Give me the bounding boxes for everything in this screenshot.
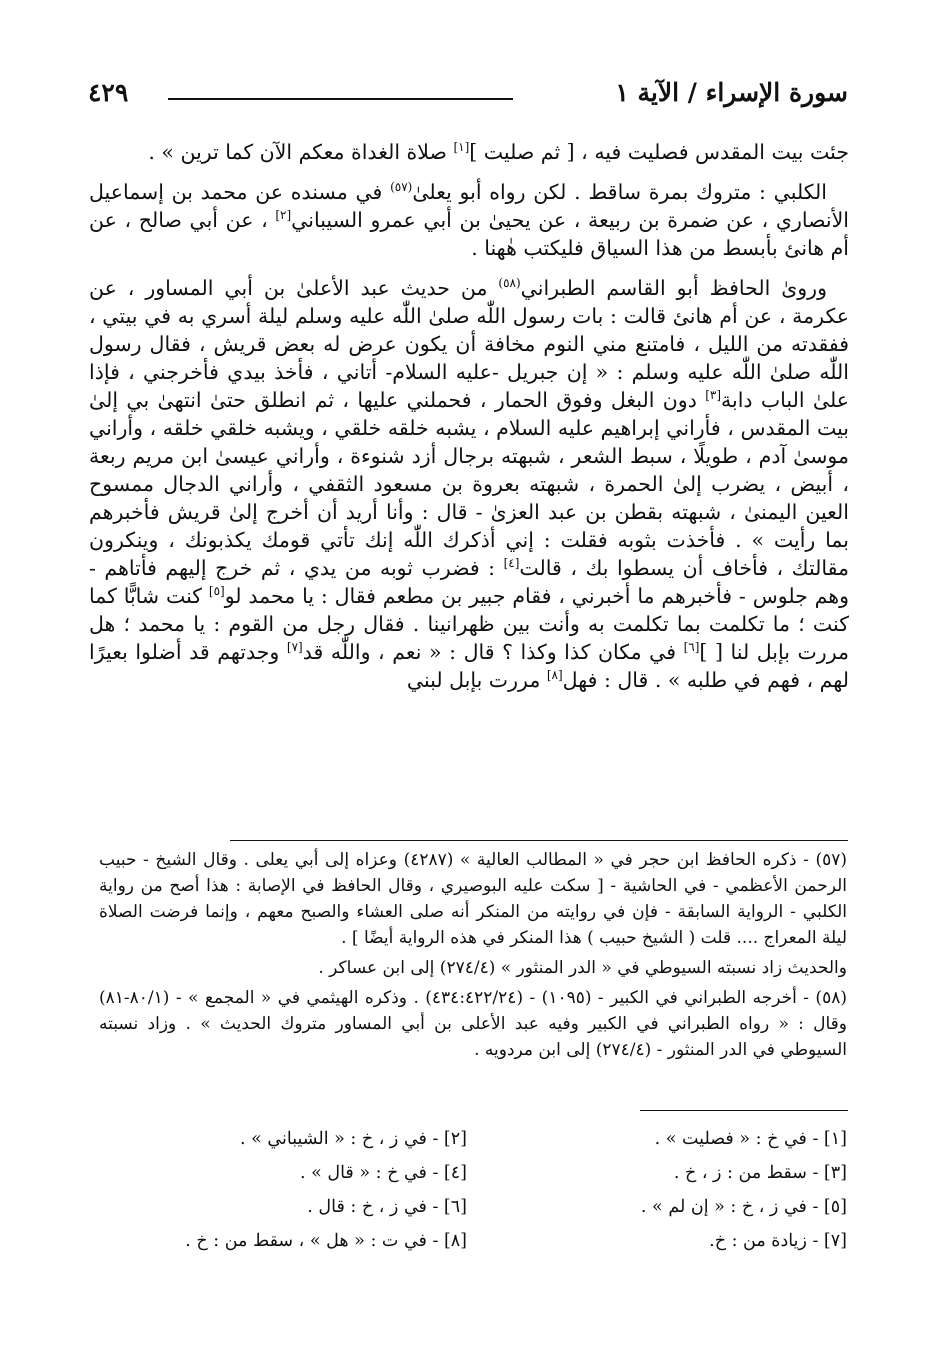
footnotes: [99, 847, 847, 1067]
footnote: والحديث زاد نسبته السيوطي في « الدر المنثور » (٢٧٤/٤) إلى ابن عساكر .: [318, 958, 847, 978]
variant-note: [٤] - في خ : « قال » .: [299, 1163, 467, 1183]
header-rule: [168, 98, 513, 100]
variant-row: [87, 1122, 847, 1156]
footnote-divider: [230, 840, 848, 841]
variant-note: [٧] - زيادة من : خ.: [709, 1231, 847, 1251]
page-header: [88, 74, 848, 114]
variant-note: [٢] - في ز ، خ : « الشيباني » .: [240, 1129, 467, 1149]
variant-note: [٥] - في ز ، خ : « إن لم » .: [640, 1197, 847, 1217]
variant-row: [87, 1224, 847, 1258]
paragraph: جئت بيت المقدس فصليت فيه ، [ ثم صليت ][١] صلاة الغداة معكم الآن كما ترين » .: [148, 140, 849, 164]
paragraph: وروىٰ الحافظ أبو القاسم الطبراني$^{(٥٨)}$ من حديث عبد الأعلىٰ بن أبي المساور ، عن عكرمة ، عن أم هانئ قالت : بات رسول اللّٰه صلىٰ اللّٰه عليه وسلم ليلة أسري به في بيتي ، ففقدته من الليل ، فامتنع مني النوم مخافة أن يكون عرض له بعض قريش ، فقال رسول اللّٰه صلىٰ اللّٰه عليه وسلم : « إن جبريل -عليه السلام- أتاني ، فأخذ بيدي فأخرجني ، فإذا علىٰ الباب دابة[٣] دون البغل وفوق الحمار ، فحملني عليها ، ثم انطلق حتىٰ انتهىٰ بي إلىٰ بيت المقدس ، فأراني إبراهيم عليه السلام ، يشبه خلقه خلقي ، ويشبه خلقي خلقه ، وأراني موسىٰ آدم ، طويلًا ، سبط الشعر ، شبهته برجال أزد شنوءة ، وأراني عيسىٰ ابن مريم ربعة ، أبيض ، يضرب إلىٰ الحمرة ، شبهته بعروة بن مسعود الثقفي ، وأراني الدجال ممسوح العين اليمنىٰ ، شبهته بقطن بن عبد العزىٰ - قال : وأنا أريد أن أخرج إلىٰ قريش فأخبرهم بما رأيت » . فأخذت بثوبه فقلت : إني أذكرك اللّٰه إنك تأتي قومك يكذبونك ، وينكرون مقالتك ، فأخاف أن يسطوا بك ، قالت[٤] : فضرب ثوبه من يدي ، ثم خرج إليهم فأتاهم - وهم جلوس - فأخبرهم ما أخبرني ، فقام جبير بن مطعم فقال : يا محمد لو[٥] كنت شابًّا كما كنت ؛ ما تكلمت بما تكلمت به وأنت بين ظهرانينا . فقال رجل من القوم : يا محمد ؛ هل مررت بإبل لنا [ ][٦] في مكان كذا وكذا ؟ قال : « نعم ، واللّٰه قد[٧] وجدتهم قد أضلوا بعيرًا لهم ، فهم في طلبه » . قال : فهل[٨] مررت بإبل لبني: [89, 276, 849, 692]
paragraph: الكلبي : متروك بمرة ساقط . لكن رواه أبو يعلىٰ$^{(٥٧)}$ في مسنده عن محمد بن إسماعيل الأنصاري ، عن ضمرة بن ربيعة ، عن يحيىٰ بن أبي عمرو السيباني[٢] ، عن أبي صالح ، عن أم هانئ بأبسط من هذا السياق فليكتب هٰهنا .: [89, 180, 849, 260]
footnote: (٥٨) - أخرجه الطبراني في الكبير - (١٠٩٥) - (٤٣٤:٤٢٢/٢٤) . وذكره الهيثمي في « المجمع » - (٨٠/١-٨١) وقال : « رواه الطبراني في الكبير وفيه عبد الأعلى بن أبي المساور متروك الحديث » . وزاد نسبته السيوطي في الدر المنثور - (٢٧٤/٤) إلى ابن مردويه .: [99, 988, 847, 1060]
page-number: ٤٢٩: [88, 78, 129, 107]
variant-note: [٦] - في ز ، خ : قال .: [307, 1197, 467, 1217]
variants-divider: [640, 1110, 848, 1111]
main-text: [89, 138, 849, 706]
manuscript-variants: [87, 1122, 847, 1258]
variant-note: [٣] - سقط من : ز ، خ .: [673, 1163, 847, 1183]
variant-note: [١] - في خ : « فصليت » .: [654, 1129, 847, 1149]
surah-title: سورة الإسراء / الآية ١: [615, 78, 848, 107]
variant-row: [87, 1190, 847, 1224]
variant-row: [87, 1156, 847, 1190]
footnote: (٥٧) - ذكره الحافظ ابن حجر في « المطالب العالية » (٤٢٨٧) وعزاه إلى أبي يعلى . وقال الشيخ - حبيب الرحمن الأعظمي - في الحاشية - [ سكت عليه البوصيري ، وقال الحافظ في الإصابة : هذا أصح من رواية الكلبي - الرواية السابقة - فإن في روايته من المنكر أنه صلى العشاء والصبح معهم ، وإنما فرضت الصلاة ليلة المعراج .... قلت ( الشيخ حبيب ) هذا المنكر في هذه الرواية أيضًا ] .: [99, 850, 847, 948]
variant-note: [٨] - في ت : « هل » ، سقط من : خ .: [185, 1231, 467, 1251]
